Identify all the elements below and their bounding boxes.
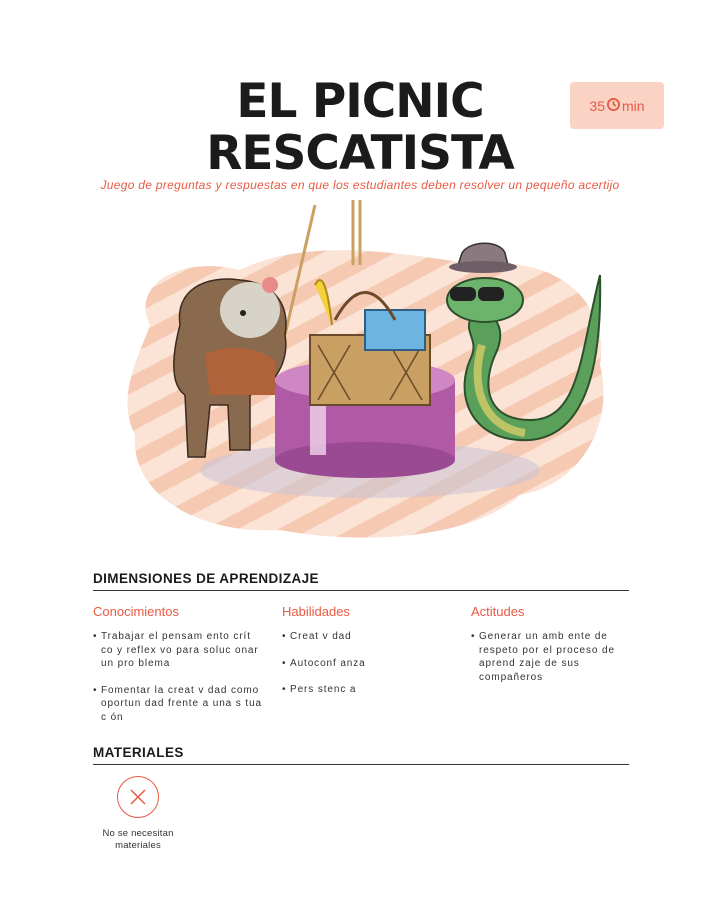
column-habilidades: [282, 604, 452, 710]
list-item: • Generar un amb ente de respeto por el proceso de aprend zaje de sus compañeros: [471, 630, 631, 684]
column-title: Habilidades: [282, 604, 350, 619]
column-conocimientos: [93, 604, 263, 737]
page-subtitle: Juego de preguntas y respuestas en que los estudiantes deben resolver un pequeño acertijo: [100, 178, 620, 192]
list-item: • Trabajar el pensam ento crít co y reflex vo para soluc onar un pro blema: [93, 630, 263, 671]
title-line-2: RESCATISTA: [206, 126, 514, 181]
list-item: • Creat v dad: [282, 630, 452, 644]
list-item: • Fomentar la creat v dad como oportun dad frente a una s tua c ón: [93, 684, 263, 725]
clock-icon: [607, 98, 620, 114]
materials-heading: MATERIALES: [93, 745, 629, 765]
time-value: 35: [589, 97, 605, 114]
column-title: Actitudes: [471, 604, 525, 619]
column-title: Conocimientos: [93, 604, 179, 619]
list-item: • Autoconf anza: [282, 657, 452, 671]
x-circle-icon: [117, 776, 159, 818]
column-actitudes: [471, 604, 631, 697]
time-unit: min: [622, 97, 645, 114]
list-item: • Pers stenc a: [282, 683, 452, 697]
dimensions-heading: DIMENSIONES DE APRENDIZAJE: [93, 571, 629, 591]
time-badge: [570, 82, 664, 129]
title-line-1: EL PICNIC: [236, 74, 484, 129]
picnic-illustration: [110, 195, 620, 555]
no-materials-label: No se necesitan materiales: [102, 828, 174, 851]
